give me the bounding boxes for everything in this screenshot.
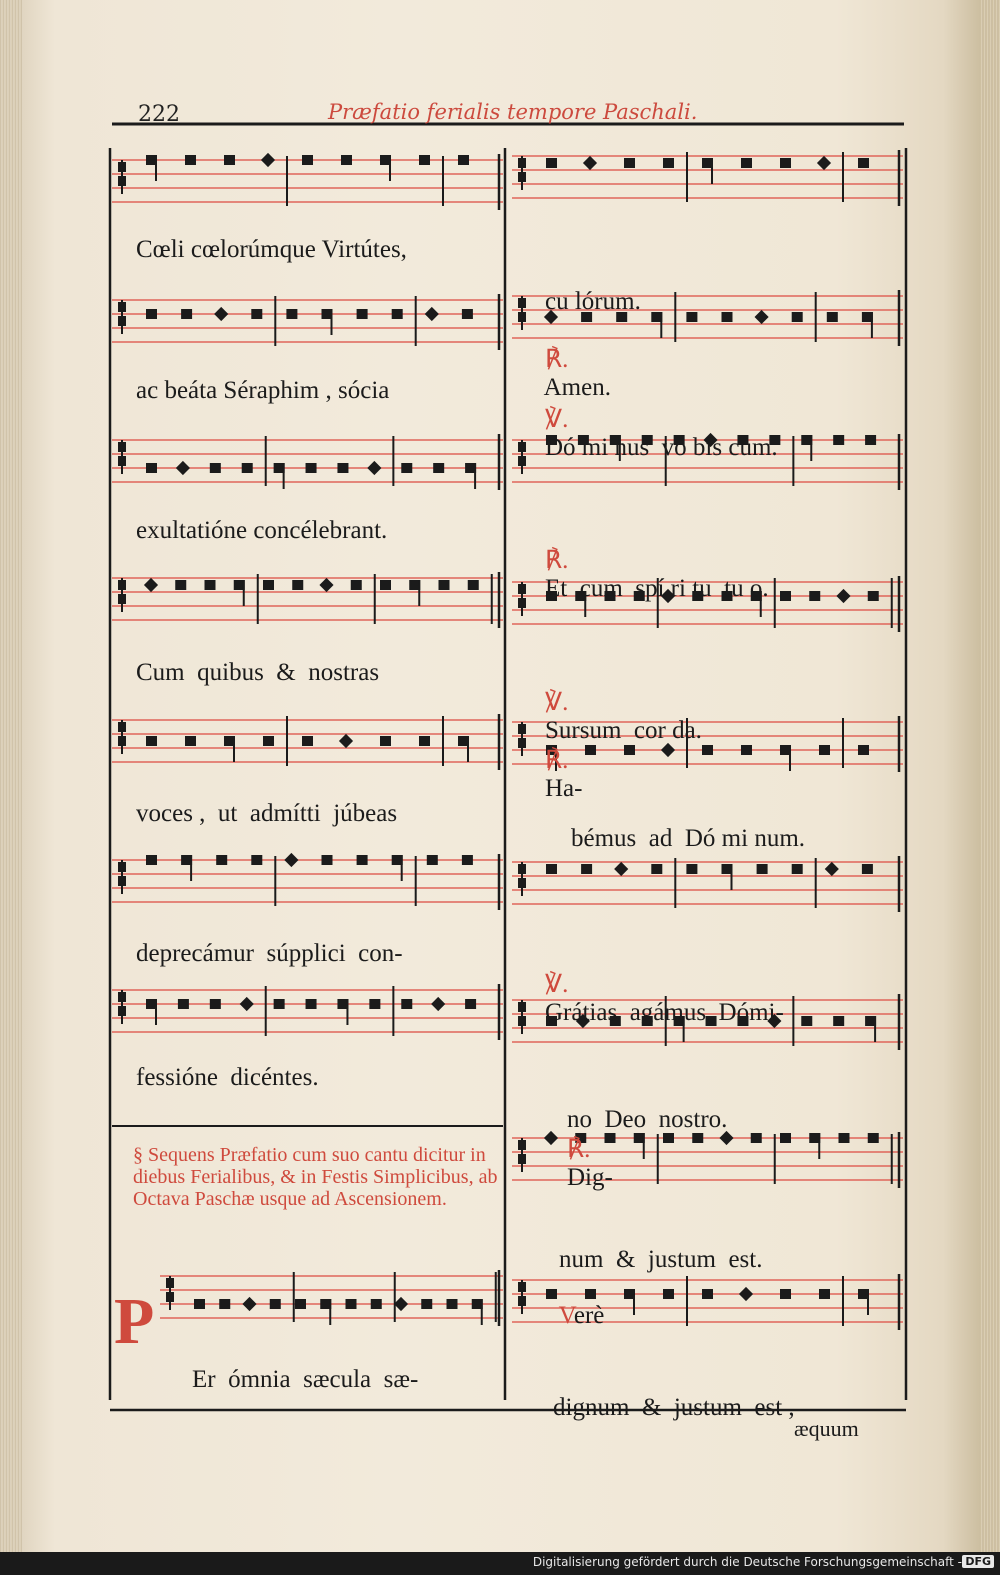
- neume-diamond: [339, 734, 353, 748]
- neume-square: [185, 736, 196, 746]
- page-number: 222: [138, 102, 180, 127]
- neume-square: [624, 158, 635, 168]
- neume-square: [178, 999, 189, 1009]
- neume-square: [819, 1289, 830, 1299]
- neume-square: [741, 158, 752, 168]
- neume-square: [392, 309, 403, 319]
- neume-square: [274, 999, 285, 1009]
- right-lyric: Grátias agámus Dómi-: [545, 999, 784, 1026]
- neume-square: [306, 463, 317, 473]
- right-lyric-tail: erè: [573, 1302, 605, 1329]
- left-lyric-last: Er ómnia sæcula sæ-: [192, 1366, 419, 1393]
- right-lyric: dignum & justum est ,: [553, 1394, 795, 1421]
- neume-square: [351, 580, 362, 590]
- neume-square: [146, 736, 157, 746]
- neume-square: [751, 1133, 762, 1143]
- right-line-8: [534, 1218, 762, 1358]
- neume-square: [462, 309, 473, 319]
- neume-square: [868, 591, 879, 601]
- right-lyric: Et cum spí ri tu tu o.: [545, 575, 769, 602]
- neume-diamond: [367, 461, 381, 475]
- neume-square: [858, 158, 869, 168]
- neume-square: [868, 1133, 879, 1143]
- right-lyric-tail: Amen.: [543, 374, 611, 401]
- neume-square: [251, 855, 262, 865]
- neume-square: [447, 1299, 458, 1309]
- right-lyric-tail: Ha-: [545, 775, 583, 802]
- neume-square: [175, 580, 186, 590]
- neume-square: [546, 158, 557, 168]
- neume-diamond: [144, 578, 158, 592]
- neume-square: [427, 855, 438, 865]
- neume-square: [419, 155, 430, 165]
- neume-square: [663, 158, 674, 168]
- neume-square: [839, 1133, 850, 1143]
- neume-square: [371, 1299, 382, 1309]
- neume-diamond: [431, 997, 445, 1011]
- neume-diamond: [755, 310, 769, 324]
- neume-diamond: [261, 153, 275, 167]
- neume-square: [380, 580, 391, 590]
- neume-square: [439, 580, 450, 590]
- neume-diamond: [583, 156, 597, 170]
- footer-credit: Digitalisierung gefördert durch die Deutsche Forschungsgemeinschaft -: [532, 1555, 962, 1569]
- neume-square: [286, 309, 297, 319]
- right-lyric: no Deo nostro.: [567, 1106, 728, 1133]
- neume-diamond: [425, 307, 439, 321]
- neume-square: [341, 155, 352, 165]
- neume-square: [369, 999, 380, 1009]
- neume-square: [865, 435, 876, 445]
- right-line-9: [528, 1366, 795, 1450]
- neume-square: [210, 999, 221, 1009]
- neume-diamond: [242, 1297, 256, 1311]
- neume-square: [194, 1299, 205, 1309]
- neume-diamond: [284, 853, 298, 867]
- running-title: Præfatio ferialis tempore Paschali.: [328, 100, 698, 124]
- neume-square: [702, 745, 713, 755]
- decorated-initial: P: [114, 1285, 155, 1358]
- neume-square: [722, 312, 733, 322]
- left-lyric-3: exultatióne concélebrant.: [136, 517, 388, 544]
- neume-square: [780, 158, 791, 168]
- rubric-note: § Sequens Præfatio cum suo cantu dicitur in diebus Ferialibus, & in Festis Simplicibus, ab Octava Paschæ usque ad Ascensionem.: [133, 1144, 498, 1210]
- neume-square: [419, 736, 430, 746]
- neume-square: [302, 736, 313, 746]
- right-line-6: [520, 941, 784, 1055]
- neume-square: [242, 463, 253, 473]
- neume-square: [263, 736, 274, 746]
- neume-square: [458, 155, 469, 165]
- response-mark: ℟.: [545, 747, 569, 774]
- neume-square: [185, 155, 196, 165]
- neume-diamond: [240, 997, 254, 1011]
- right-lyric: Sursum cor da.: [545, 717, 702, 744]
- neume-square: [357, 309, 368, 319]
- neume-square: [292, 580, 303, 590]
- neume-square: [780, 591, 791, 601]
- neume-square: [686, 312, 697, 322]
- neume-square: [210, 463, 221, 473]
- neume-square: [146, 855, 157, 865]
- response-mark: ℟.: [545, 346, 569, 373]
- right-line-5: [546, 797, 805, 881]
- neume-diamond: [214, 307, 228, 321]
- neume-square: [468, 580, 479, 590]
- neume-square: [337, 463, 348, 473]
- versicle-mark: ℣.: [545, 406, 569, 433]
- neume-square: [858, 745, 869, 755]
- right-lyric: num & justum est.: [559, 1246, 763, 1273]
- neume-square: [306, 999, 317, 1009]
- neume-square: [780, 1133, 791, 1143]
- left-lyric-4: Cum quibus & nostras: [136, 659, 380, 686]
- neume-square: [205, 580, 216, 590]
- neume-square: [295, 1299, 306, 1309]
- neume-diamond: [817, 156, 831, 170]
- left-lyric-2: ac beáta Séraphim , sócia: [136, 377, 390, 404]
- neume-square: [263, 580, 274, 590]
- neume-square: [401, 999, 412, 1009]
- response-mark: ℟.: [545, 547, 569, 574]
- neume-square: [357, 855, 368, 865]
- neume-square: [462, 855, 473, 865]
- neume-square: [780, 1289, 791, 1299]
- neume-square: [862, 864, 873, 874]
- neume-square: [270, 1299, 281, 1309]
- neume-square: [741, 745, 752, 755]
- neume-diamond: [319, 578, 333, 592]
- versicle-mark: ℣.: [545, 689, 569, 716]
- neume-square: [801, 1016, 812, 1026]
- versicle-mark: ℣.: [545, 971, 569, 998]
- neume-square: [421, 1299, 432, 1309]
- neume-square: [146, 463, 157, 473]
- right-line-7: [542, 1078, 727, 1220]
- right-lyric-tail: Dig-: [567, 1164, 613, 1191]
- neume-square: [251, 309, 262, 319]
- neume-square: [216, 855, 227, 865]
- neume-diamond: [825, 862, 839, 876]
- neume-square: [819, 745, 830, 755]
- left-lyric-1: Cœli cœlorúmque Virtútes,: [136, 236, 407, 263]
- right-lyric: bémus ad Dó mi num.: [571, 825, 806, 852]
- initial-v: V: [558, 1302, 574, 1329]
- neume-square: [433, 463, 444, 473]
- neume-square: [465, 999, 476, 1009]
- right-line-3: [520, 517, 769, 631]
- left-lyric-6: deprecámur súpplici con-: [136, 940, 403, 967]
- neume-square: [827, 312, 838, 322]
- catchword: æquum: [794, 1416, 859, 1441]
- neume-diamond: [176, 461, 190, 475]
- neume-square: [322, 855, 333, 865]
- neume-square: [792, 312, 803, 322]
- response-mark: ℟.: [567, 1136, 591, 1163]
- neume-square: [219, 1299, 230, 1309]
- neume-diamond: [836, 589, 850, 603]
- left-lyric-5: voces , ut admítti júbeas: [136, 800, 398, 827]
- right-line-2: [520, 376, 778, 490]
- neume-square: [380, 736, 391, 746]
- neume-square: [401, 463, 412, 473]
- neume-square: [833, 1016, 844, 1026]
- left-lyric-7: fessióne dicéntes.: [136, 1064, 319, 1091]
- neume-square: [146, 309, 157, 319]
- right-lyric: cu lórum.: [545, 288, 641, 315]
- neume-square: [181, 309, 192, 319]
- neume-square: [346, 1299, 357, 1309]
- dfg-logo: DFG: [962, 1555, 994, 1568]
- neume-square: [809, 591, 820, 601]
- neume-diamond: [394, 1297, 408, 1311]
- right-lyric: Dó mi nus vo bís cum.: [545, 434, 778, 461]
- neume-square: [224, 155, 235, 165]
- neume-square: [302, 155, 313, 165]
- neume-square: [833, 435, 844, 445]
